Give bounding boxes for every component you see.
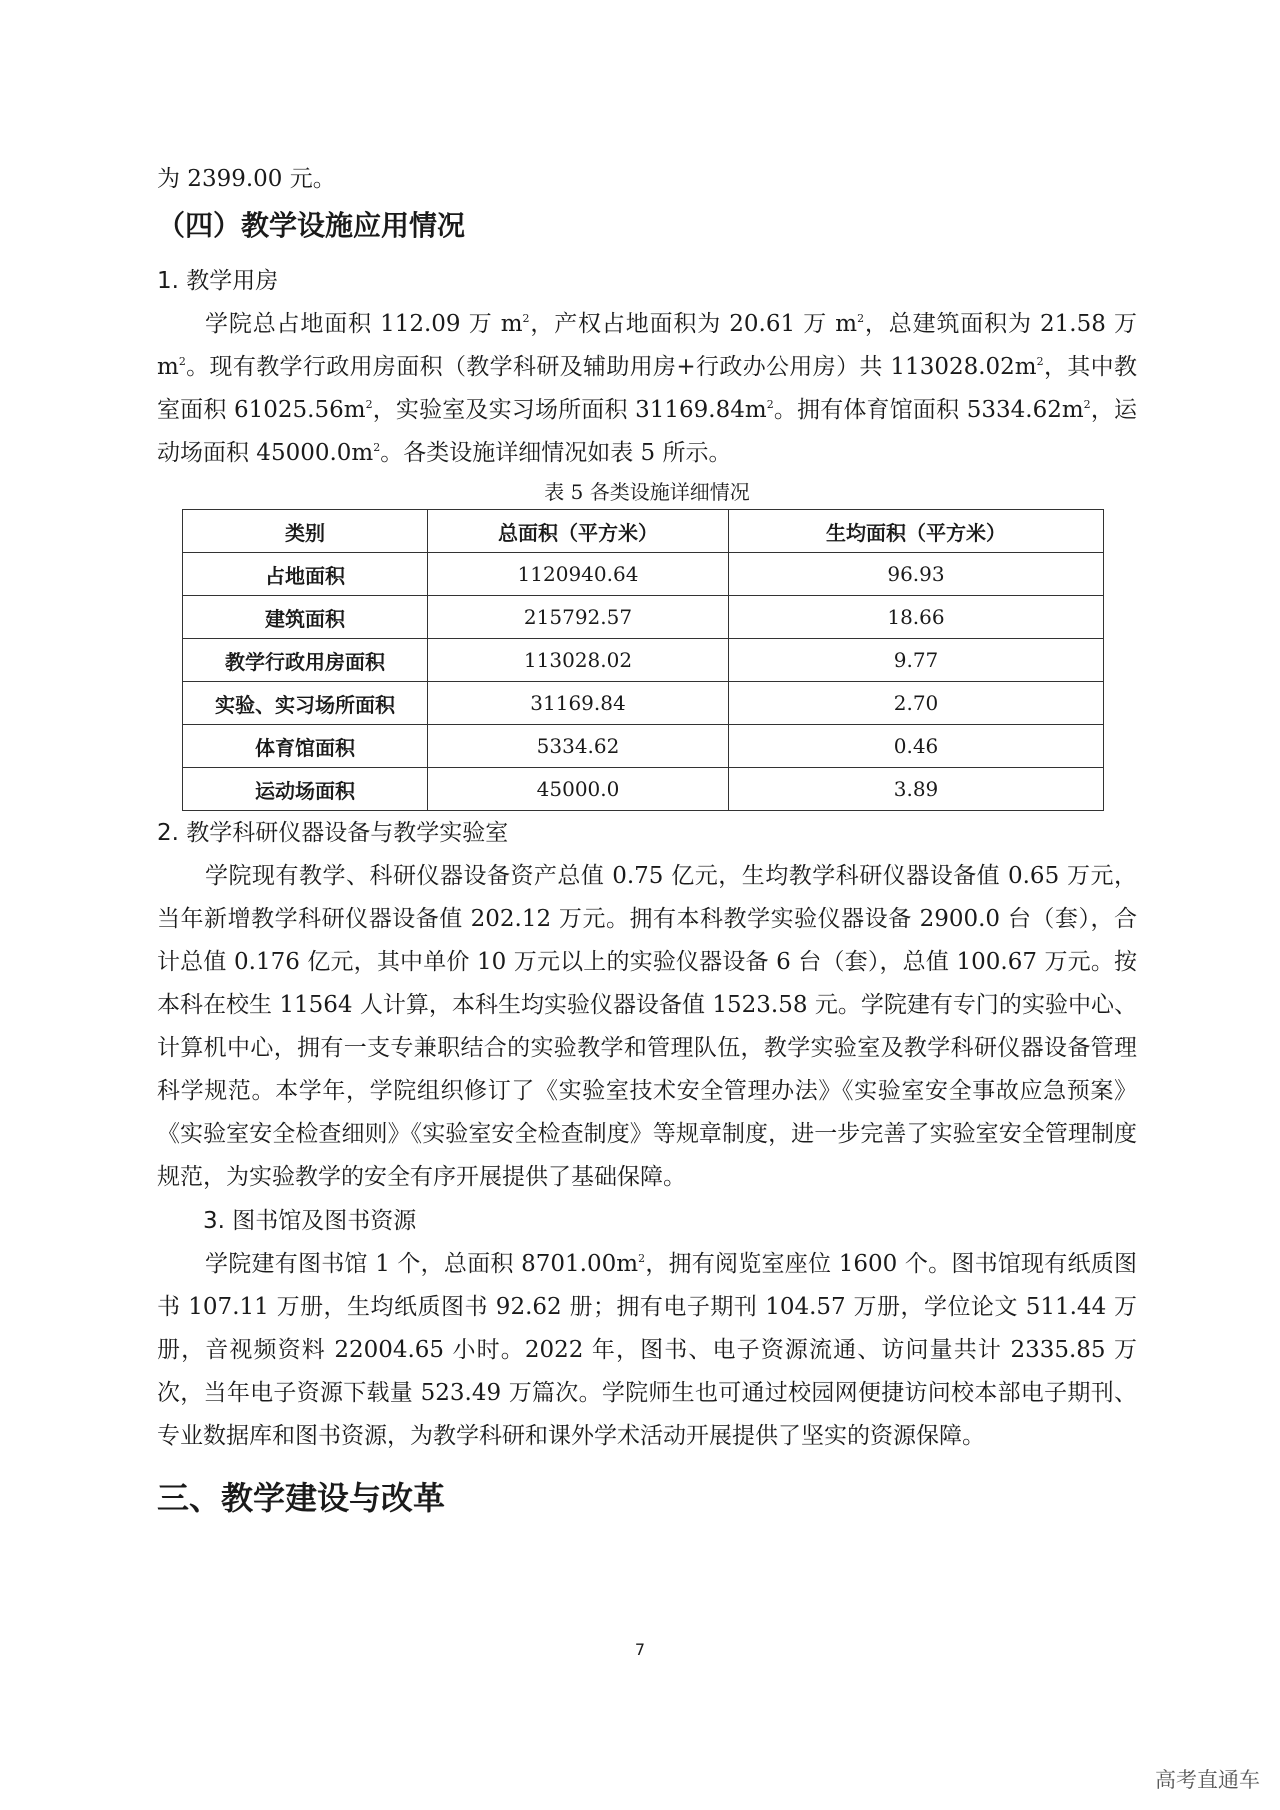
table-row: [183, 639, 1104, 682]
table-row: [183, 596, 1104, 639]
section-heading-facilities: （四）教学设施应用情况: [157, 209, 466, 242]
table-caption: 表 5 各类设施详细情况: [544, 480, 750, 504]
cell-per-student: 9.77: [729, 639, 1104, 682]
cell-per-student: 0.46: [729, 725, 1104, 768]
cell-per-student: 96.93: [729, 553, 1104, 596]
cell-total: 215792.57: [428, 596, 729, 639]
cell-per-student: 18.66: [729, 596, 1104, 639]
table-row: [183, 725, 1104, 768]
cell-category: 体育馆面积: [183, 725, 428, 768]
cell-per-student: 2.70: [729, 682, 1104, 725]
header-total-area: 总面积（平方米）: [428, 510, 729, 553]
page-number: 7: [634, 1640, 646, 1659]
table-header-row: [183, 510, 1104, 553]
cell-total: 31169.84: [428, 682, 729, 725]
cell-total: 45000.0: [428, 768, 729, 811]
cell-per-student: 3.89: [729, 768, 1104, 811]
cell-total: 5334.62: [428, 725, 729, 768]
cell-total: 1120940.64: [428, 553, 729, 596]
table-row: [183, 682, 1104, 725]
paragraph-teaching-rooms: 学院总占地面积 112.09 万 $m^2$，产权占地面积为 20.61 万 $m^2$，总建筑面积为 21.58 万 $m^2$。现有教学行政用房面积（教学科研及辅助用房+行政办公用房）共 $113028.02m^2$，其中教室面积 $61025.56m^2$，实验室及实习场所面积 $31169.84m^2$。拥有体育馆面积 $5334.62m^2$，运动场面积 $45000.0m^2$。各类设施详细情况如表 5 所示。: [157, 311, 1138, 466]
cell-category: 占地面积: [183, 553, 428, 596]
cell-category: 实验、实习场所面积: [183, 682, 428, 725]
cell-category: 教学行政用房面积: [183, 639, 428, 682]
watermark: 高考直通车: [1155, 1768, 1260, 1792]
cell-total: 113028.02: [428, 639, 729, 682]
page-content: [157, 158, 1137, 1526]
paragraph-library: 学院建有图书馆 1 个，总面积 $8701.00m^2$，拥有阅览室座位 1600 个。图书馆现有纸质图书 107.11 万册，生均纸质图书 92.62 册；拥有电子期刊 104.57 万册，学位论文 511.44 万册，音视频资料 22004.65 小时。2022 年，图书、电子资源流通、访问量共计 2335.85 万次，当年电子资源下载量 523.49 万篇次。学院师生也可通过校园网便捷访问校本部电子期刊、专业数据库和图书资源，为教学科研和课外学术活动开展提供了坚实的资源保障。: [157, 1251, 1138, 1449]
cell-category: 运动场面积: [183, 768, 428, 811]
facilities-table: [182, 509, 1104, 811]
paragraph-equipment-labs: 学院现有教学、科研仪器设备资产总值 0.75 亿元，生均教学科研仪器设备值 0.65 万元，当年新增教学科研仪器设备值 202.12 万元。拥有本科教学实验仪器设备 2900.0 台（套），合计总值 0.176 亿元，其中单价 10 万元以上的实验仪器设备 6 台（套），总值 100.67 万元。按本科在校生 11564 人计算，本科生均实验仪器设备值 1523.58 元。学院建有专门的实验中心、计算机中心，拥有一支专兼职结合的实验教学和管理队伍，教学实验室及教学科研仪器设备管理科学规范。本学年，学院组织修订了《实验室技术安全管理办法》《实验室安全事故应急预案》《实验室安全检查细则》《实验室安全检查制度》等规章制度，进一步完善了实验室安全管理制度规范，为实验教学的安全有序开展提供了基础保障。: [157, 863, 1137, 1190]
section-heading-teaching-reform: 三、教学建设与改革: [157, 1479, 446, 1517]
intro-line: 为 2399.00 元。: [157, 166, 336, 192]
subheading-library: 3. 图书馆及图书资源: [203, 1208, 417, 1234]
header-per-student-area: 生均面积（平方米）: [729, 510, 1104, 553]
cell-category: 建筑面积: [183, 596, 428, 639]
table-row: [183, 553, 1104, 596]
subheading-teaching-rooms: 1. 教学用房: [157, 268, 279, 294]
table-row: [183, 768, 1104, 811]
header-category: 类别: [183, 510, 428, 553]
subheading-equipment-labs: 2. 教学科研仪器设备与教学实验室: [157, 820, 509, 846]
